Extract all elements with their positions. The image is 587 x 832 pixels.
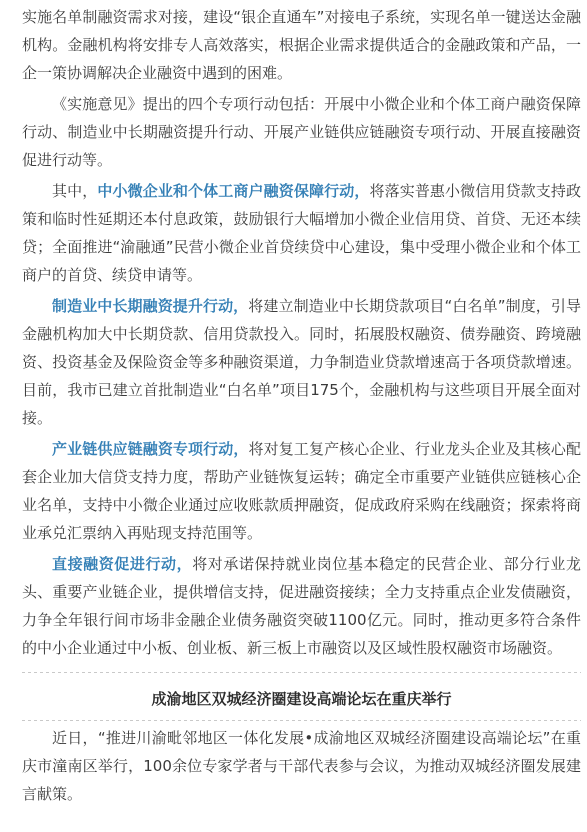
paragraph-direct-financing: [22, 550, 581, 662]
paragraph-sme-financing: [22, 177, 581, 289]
section-divider-top: [22, 672, 581, 673]
highlight-sme-action: 中小微企业和个体工商户融资保障行动，: [97, 182, 370, 200]
section-title: 成渝地区双城经济圈建设高端论坛在重庆举行: [151, 690, 452, 708]
section-divider-bottom: [22, 720, 581, 721]
highlight-supply-chain-action: 产业链供应链融资专项行动，: [52, 440, 249, 458]
highlight-direct-financing-action: 直接融资促进行动，: [52, 555, 193, 573]
paragraph-manufacturing-financing: [22, 292, 581, 432]
paragraph-lead: 其中，: [52, 182, 98, 200]
highlight-manufacturing-action: 制造业中长期融资提升行动，: [52, 297, 249, 315]
paragraph-body: 将对复工复产核心企业、行业龙头企业及其核心配套企业加大信贷支持力度，帮助产业链恢复运转；确定全市重要产业链供应链核心企业名单，支持中小微企业通过应收账款质押融资，促成政府采购在线融资；探索将商业承兑汇票纳入再贴现支持范围等。: [22, 440, 581, 542]
article-page: [0, 3, 587, 832]
paragraph-intro-continued: 实施名单制融资需求对接，建设“银企直通车”对接电子系统，实现名单一键送达金融机构。金融机构将安排专人高效落实，根据企业需求提供适合的金融政策和产品，一企一策协调解决企业融资中遇到的困难。: [22, 8, 581, 82]
paragraph-four-actions: 《实施意见》提出的四个专项行动包括：开展中小微企业和个体工商户融资保障行动、制造业中长期融资提升行动、开展产业链供应链融资专项行动、开展直接融资促进行动等。: [22, 95, 581, 169]
paragraph-supply-chain-financing: [22, 435, 581, 547]
paragraph-forum-news: 近日，“推进川渝毗邻地区一体化发展•成渝地区双城经济圈建设高端论坛”在重庆市潼南区举行，100余位专家学者与干部代表参与会议，为推动双城经济圈发展建言献策。: [22, 729, 581, 803]
paragraph-body: 将落实普惠小微信用贷款支持政策和临时性延期还本付息政策，鼓励银行大幅增加小微企业信用贷、首贷、无还本续贷；全面推进“渝融通”民营小微企业首贷续贷中心建设，集中受理小微企业和个体工商户的首贷、续贷申请等。: [22, 182, 581, 284]
paragraph-body: 将对承诺保持就业岗位基本稳定的民营企业、部分行业龙头、重要产业链企业，提供增信支持，促进融资接续；全力支持重点企业发债融资，力争全年银行间市场非金融企业债务融资突破1100亿元。同时，推动更多符合条件的中小企业通过中小板、创业板、新三板上市融资以及区域性股权融资市场融资。: [22, 555, 581, 657]
paragraph-body: 将建立制造业中长期贷款项目“白名单”制度，引导金融机构加大中长期贷款、信用贷款投入。同时，拓展股权融资、债券融资、跨境融资、投资基金及保险资金等多种融资渠道，力争制造业贷款增速高于各项贷款增速。目前，我市已建立首批制造业“白名单”项目175个，金融机构与这些项目开展全面对接。: [22, 297, 581, 427]
